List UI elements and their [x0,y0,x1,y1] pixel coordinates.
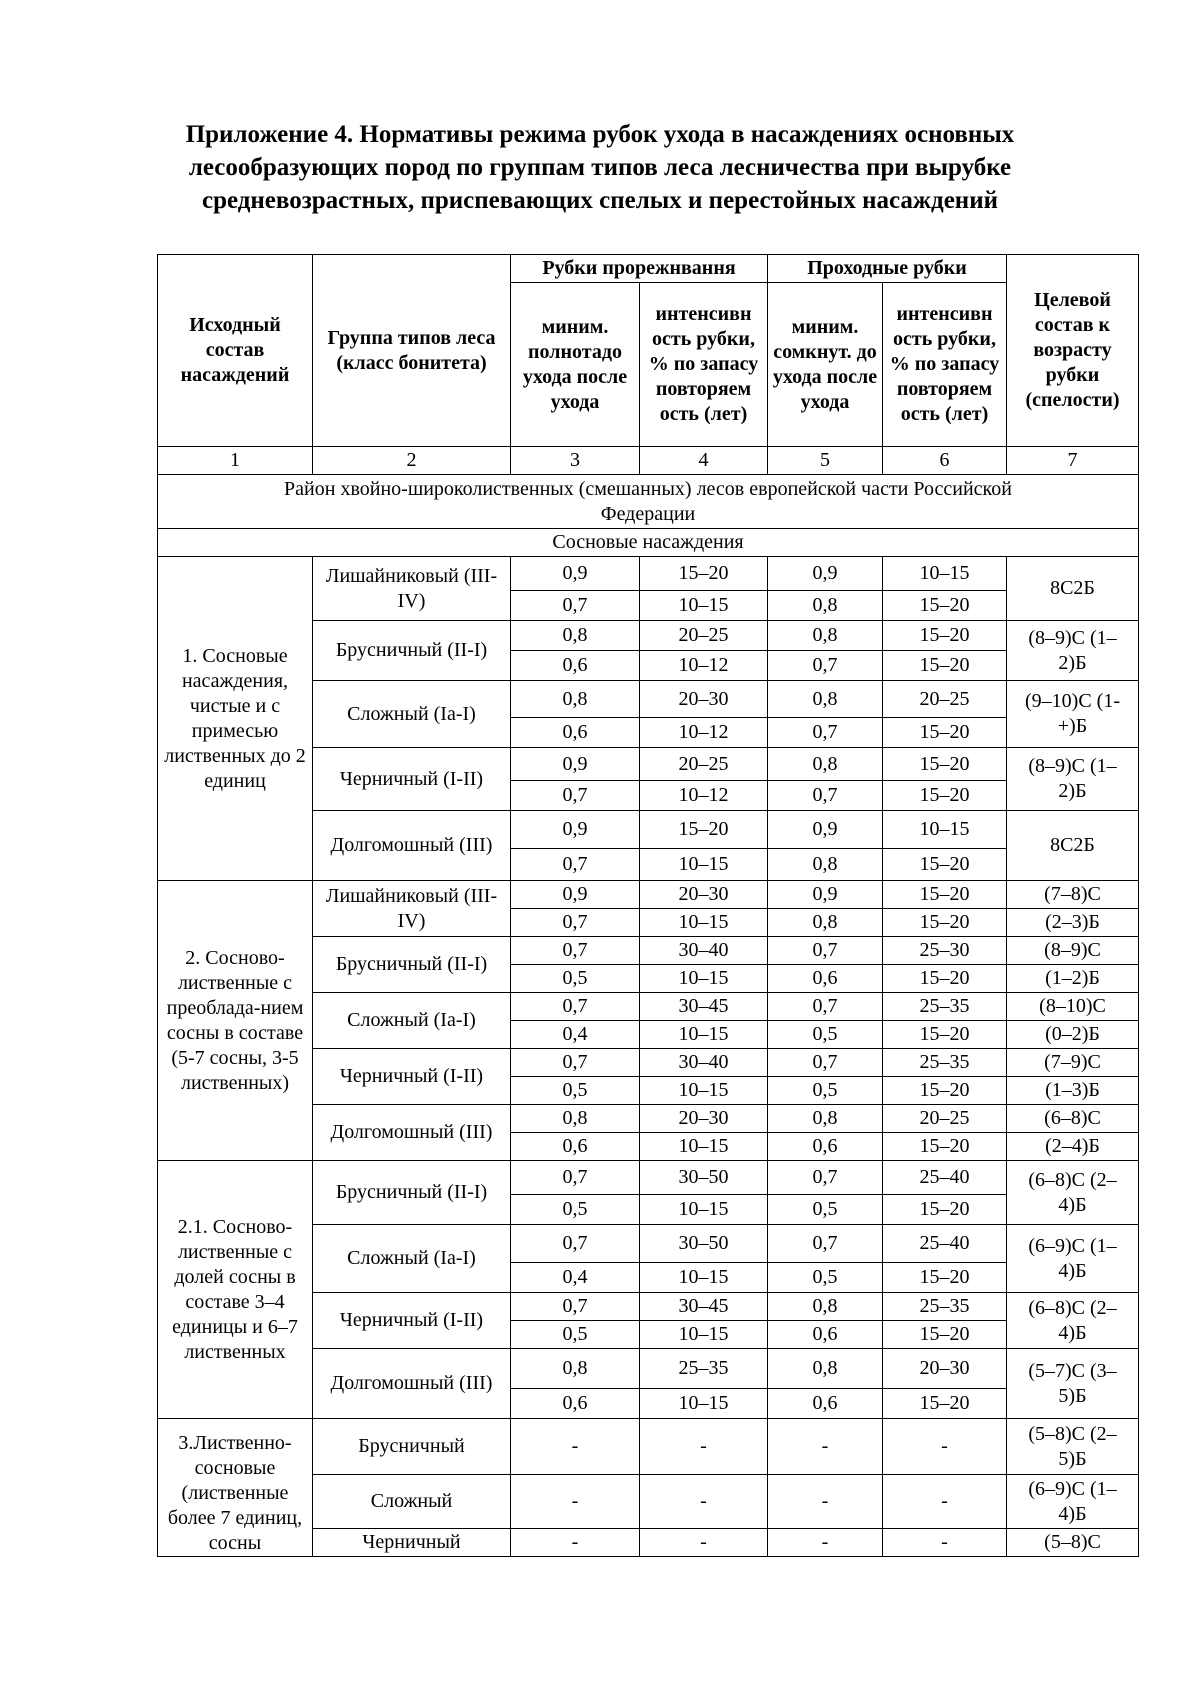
value-cell: 10–12 [640,651,768,681]
value-cell: 0,4 [511,1263,640,1293]
header-forest-type-group: Группа типов леса (класс бонитета) [313,255,511,447]
value-cell: 20–30 [640,881,768,909]
value-cell: 0,8 [768,748,883,781]
value-cell: 15–20 [883,1321,1007,1349]
value-cell: 15–20 [883,1133,1007,1161]
target-composition: (8–9)С (1–2)Б [1007,748,1139,811]
table-row [158,1419,1139,1475]
target-composition: (8–10)С [1007,993,1139,1021]
value-cell: 30–45 [640,993,768,1021]
table-row [158,1161,1139,1195]
value-cell: 15–20 [883,849,1007,881]
value-cell: 0,5 [768,1077,883,1105]
value-cell: 10–15 [640,849,768,881]
value-cell: 0,8 [511,1349,640,1389]
value-cell: 15–20 [883,881,1007,909]
value-cell: 0,9 [768,811,883,849]
value-cell: 0,5 [768,1195,883,1225]
target-composition: (8–9)С (1–2)Б [1007,621,1139,681]
value-cell: 0,7 [768,1161,883,1195]
value-cell: 0,5 [511,1321,640,1349]
value-cell: 0,7 [511,1161,640,1195]
value-cell: 15–20 [883,1263,1007,1293]
column-number: 3 [511,447,640,475]
value-cell: 0,7 [511,993,640,1021]
column-number: 2 [313,447,511,475]
value-cell: 10–15 [640,965,768,993]
column-number: 1 [158,447,313,475]
target-composition: (6–9)С (1–4)Б [1007,1475,1139,1529]
header-thinning-intensity: интенсивн ость рубки, % по запасу повторяем ость (лет) [640,283,768,447]
value-cell: 15–20 [883,909,1007,937]
value-cell: 15–20 [883,1389,1007,1419]
value-cell: 20–30 [640,681,768,718]
column-number: 6 [883,447,1007,475]
column-number: 7 [1007,447,1139,475]
value-cell: 20–25 [883,681,1007,718]
value-cell: 0,6 [768,1389,883,1419]
value-cell: 0,7 [511,781,640,811]
value-cell: 20–25 [883,1105,1007,1133]
forest-type: Брусничный (II-I) [313,621,511,681]
value-cell: 15–20 [883,748,1007,781]
value-cell: 0,7 [511,849,640,881]
target-composition: (5–7)С (3–5)Б [1007,1349,1139,1419]
target-composition: (7–8)С [1007,881,1139,909]
value-cell: - [883,1529,1007,1557]
value-cell: 0,5 [768,1021,883,1049]
header-thinning-min-density: миним. полнотадо ухода после ухода [511,283,640,447]
value-cell: 0,8 [768,909,883,937]
value-cell: 0,9 [768,557,883,591]
value-cell: 0,8 [511,1105,640,1133]
value-cell: 10–15 [640,591,768,621]
value-cell: 25–30 [883,937,1007,965]
target-composition: (5–8)С [1007,1529,1139,1557]
forest-type: Долгомошный (III) [313,1105,511,1161]
value-cell: 10–15 [640,1133,768,1161]
target-composition: (6–8)С [1007,1105,1139,1133]
value-cell: 10–15 [640,1195,768,1225]
group-label: 1. Сосновые насаждения, чистые и с примесью лиственных до 2 единиц [158,557,313,881]
target-composition: (0–2)Б [1007,1021,1139,1049]
document-title [150,118,1050,217]
value-cell: 15–20 [640,557,768,591]
value-cell: 10–15 [640,1389,768,1419]
header-initial-composition: Исходный состав насаждений [158,255,313,447]
value-cell: 20–25 [640,748,768,781]
value-cell: 10–15 [640,1321,768,1349]
value-cell: 20–30 [640,1105,768,1133]
value-cell: 0,9 [511,557,640,591]
forest-type: Сложный (Ia-I) [313,993,511,1049]
value-cell: 15–20 [883,1195,1007,1225]
value-cell: - [640,1475,768,1529]
value-cell: 20–25 [640,621,768,651]
forest-type: Брусничный (II-I) [313,937,511,993]
value-cell: 0,9 [768,881,883,909]
value-cell: 15–20 [883,965,1007,993]
target-composition: (5–8)С (2–5)Б [1007,1419,1139,1475]
value-cell: 0,7 [511,591,640,621]
target-composition: (1–2)Б [1007,965,1139,993]
value-cell: - [768,1475,883,1529]
forest-type: Черничный (I-II) [313,1049,511,1105]
header-passing-intensity: интенсивн ость рубки, % по запасу повторяем ость (лет) [883,283,1007,447]
value-cell: 0,5 [511,1195,640,1225]
group-label: 3.Лиственно-сосновые (лиственные более 7 единиц, сосны [158,1419,313,1557]
value-cell: 0,5 [768,1263,883,1293]
value-cell: 15–20 [883,621,1007,651]
value-cell: 0,9 [511,748,640,781]
value-cell: 0,5 [511,1077,640,1105]
value-cell: 0,7 [511,909,640,937]
column-numbers-row [158,447,1139,475]
target-composition: (8–9)С [1007,937,1139,965]
forest-type: Черничный (I-II) [313,748,511,811]
table-row [158,881,1139,909]
value-cell: 15–20 [883,1077,1007,1105]
value-cell: - [883,1419,1007,1475]
value-cell: 0,7 [768,993,883,1021]
forest-type: Долгомошный (III) [313,811,511,881]
value-cell: 0,8 [511,621,640,651]
value-cell: 0,7 [511,1225,640,1263]
value-cell: 0,6 [768,965,883,993]
value-cell: - [883,1475,1007,1529]
header-target-composition: Целевой состав к возрасту рубки (спелости) [1007,255,1139,447]
forest-type: Брусничный [313,1419,511,1475]
target-composition: (9–10)С (1-+)Б [1007,681,1139,748]
value-cell: 0,9 [511,881,640,909]
column-number: 4 [640,447,768,475]
header-passing-min-closure: миним. сомкнут. до ухода после ухода [768,283,883,447]
forest-type: Сложный [313,1475,511,1529]
value-cell: 0,8 [768,1349,883,1389]
value-cell: - [640,1419,768,1475]
value-cell: 0,5 [511,965,640,993]
title-line-2: лесообразующих пород по группам типов леса лесничества при вырубке [188,154,1012,181]
value-cell: 0,8 [768,591,883,621]
value-cell: 0,6 [511,651,640,681]
target-composition: (1–3)Б [1007,1077,1139,1105]
value-cell: 0,7 [768,651,883,681]
subregion-row: Сосновые насаждения [158,529,1139,557]
forest-type: Долгомошный (III) [313,1349,511,1419]
value-cell: - [768,1419,883,1475]
target-composition: (7–9)С [1007,1049,1139,1077]
value-cell: 15–20 [883,718,1007,748]
value-cell: - [511,1475,640,1529]
forest-type: Лишайниковый (III-IV) [313,881,511,937]
value-cell: 0,8 [768,849,883,881]
value-cell: 10–15 [883,557,1007,591]
value-cell: - [511,1529,640,1557]
title-line-3: средневозрастных, приспевающих спелых и перестойных насаждений [201,187,999,214]
value-cell: 20–30 [883,1349,1007,1389]
value-cell: 0,6 [768,1321,883,1349]
value-cell: 15–20 [883,1021,1007,1049]
value-cell: 0,7 [768,1049,883,1077]
title-line-1: Приложение 4. Нормативы режима рубок ухода в насаждениях основных [185,121,1015,148]
header-thinning-group: Рубки прорежнвання [511,255,768,283]
value-cell: 0,9 [511,811,640,849]
forest-type: Черничный (I-II) [313,1293,511,1349]
value-cell: 0,7 [768,937,883,965]
value-cell: 0,8 [768,621,883,651]
value-cell: 25–40 [883,1161,1007,1195]
norms-table [157,254,1139,1557]
value-cell: - [768,1529,883,1557]
value-cell: 15–20 [883,781,1007,811]
value-cell: 25–40 [883,1225,1007,1263]
value-cell: 15–20 [883,651,1007,681]
value-cell: 25–35 [883,1293,1007,1321]
value-cell: 0,6 [511,1133,640,1161]
target-composition: (2–4)Б [1007,1133,1139,1161]
value-cell: 0,8 [511,681,640,718]
target-composition: 8С2Б [1007,557,1139,621]
value-cell: 10–15 [883,811,1007,849]
value-cell: 10–15 [640,1077,768,1105]
value-cell: 0,4 [511,1021,640,1049]
forest-type: Черничный [313,1529,511,1557]
header-passing-group: Проходные рубки [768,255,1007,283]
value-cell: 15–20 [640,811,768,849]
group-label: 2.1. Сосново-лиственные с долей сосны в составе 3–4 единицы и 6–7 лиственных [158,1161,313,1419]
target-composition: (6–9)С (1–4)Б [1007,1225,1139,1293]
value-cell: 10–15 [640,909,768,937]
value-cell: 25–35 [640,1349,768,1389]
group-label: 2. Сосново-лиственные с преоблада-нием сосны в составе (5-7 сосны, 3-5 лиственных) [158,881,313,1161]
region-row: Район хвойно-широколиственных (смешанных) лесов европейской части Российской Федерации [158,475,1139,529]
value-cell: 30–45 [640,1293,768,1321]
value-cell: 0,6 [511,718,640,748]
value-cell: 0,7 [768,1225,883,1263]
forest-type: Брусничный (II-I) [313,1161,511,1225]
forest-type: Сложный (Ia-I) [313,681,511,748]
value-cell: 10–12 [640,781,768,811]
value-cell: 0,7 [768,781,883,811]
value-cell: - [511,1419,640,1475]
value-cell: 30–50 [640,1161,768,1195]
value-cell: 0,8 [768,1293,883,1321]
value-cell: 0,7 [511,1293,640,1321]
value-cell: 0,6 [768,1133,883,1161]
forest-type: Сложный (Ia-I) [313,1225,511,1293]
value-cell: 30–40 [640,1049,768,1077]
forest-type: Лишайниковый (III-IV) [313,557,511,621]
table-row [158,557,1139,591]
target-composition: (6–8)С (2–4)Б [1007,1161,1139,1225]
value-cell: 10–15 [640,1263,768,1293]
value-cell: - [640,1529,768,1557]
value-cell: 0,8 [768,1105,883,1133]
target-composition: (2–3)Б [1007,909,1139,937]
value-cell: 15–20 [883,591,1007,621]
value-cell: 0,8 [768,681,883,718]
value-cell: 0,7 [768,718,883,748]
column-number: 5 [768,447,883,475]
value-cell: 0,7 [511,1049,640,1077]
value-cell: 30–40 [640,937,768,965]
target-composition: 8С2Б [1007,811,1139,881]
value-cell: 10–12 [640,718,768,748]
value-cell: 25–35 [883,993,1007,1021]
target-composition: (6–8)С (2–4)Б [1007,1293,1139,1349]
value-cell: 30–50 [640,1225,768,1263]
value-cell: 10–15 [640,1021,768,1049]
value-cell: 25–35 [883,1049,1007,1077]
value-cell: 0,6 [511,1389,640,1419]
value-cell: 0,7 [511,937,640,965]
